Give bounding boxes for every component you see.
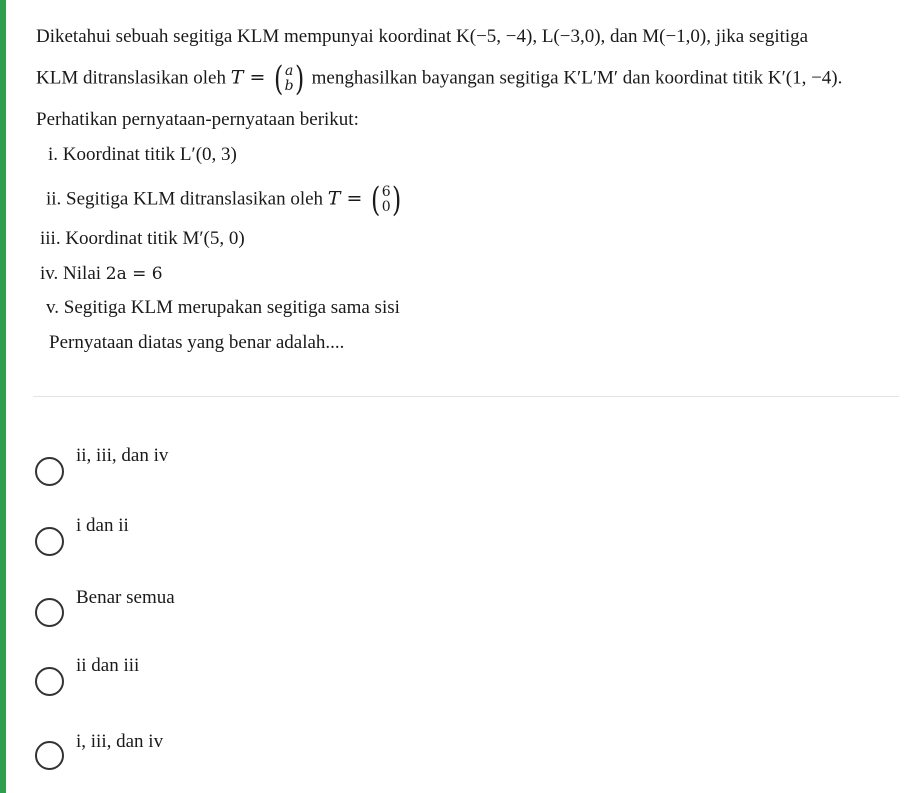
option-label[interactable]: Benar semua [76, 587, 175, 608]
statement-iv [40, 262, 163, 286]
vector-b: b [284, 78, 294, 94]
option-label[interactable]: ii dan iii [76, 655, 140, 676]
radio-button[interactable] [35, 527, 64, 556]
question-line-2 [36, 59, 843, 99]
translation-symbol: T [230, 66, 244, 89]
option-label[interactable]: ii, iii, dan iv [76, 445, 169, 466]
radio-button[interactable] [35, 667, 64, 696]
vector-ii-bottom: 0 [381, 199, 391, 215]
vector-a: a [284, 63, 294, 79]
equals-sign-ii: = [340, 187, 369, 210]
option-label[interactable]: i, iii, dan iv [76, 731, 164, 752]
question-prompt: Pernyataan diatas yang benar adalah.... [49, 332, 345, 353]
statement-ii-text: ii. Segitiga KLM ditranslasikan oleh [46, 188, 328, 210]
statement-ii [46, 180, 404, 220]
statement-iv-text: iv. Nilai [40, 263, 106, 284]
question-line-2-start: KLM ditranslasikan oleh [36, 67, 231, 89]
statement-iv-math: 2a = 6 [105, 264, 163, 284]
divider [33, 396, 899, 397]
statement-v: v. Segitiga KLM merupakan segitiga sama sisi [46, 297, 400, 318]
statement-i: i. Koordinat titik L′(0, 3) [48, 144, 237, 165]
radio-button[interactable] [35, 457, 64, 486]
translation-vector: ( a b ) [274, 59, 304, 99]
question-line-2-end: menghasilkan bayangan segitiga K′L′M′ dan koordinat titik K′(1, −4). [306, 67, 843, 89]
translation-vector-ii: ( 6 0 ) [371, 180, 401, 220]
option-label[interactable]: i dan ii [76, 515, 129, 536]
equals-sign: = [243, 66, 272, 89]
radio-button[interactable] [35, 741, 64, 770]
statements-intro: Perhatikan pernyataan-pernyataan berikut: [36, 109, 359, 130]
vector-ii-top: 6 [381, 184, 391, 200]
statement-iii: iii. Koordinat titik M′(5, 0) [40, 228, 245, 249]
translation-symbol-ii: T [327, 187, 341, 210]
question-line-1: Diketahui sebuah segitiga KLM mempunyai koordinat K(−5, −4), L(−3,0), dan M(−1,0), jika segitiga [36, 26, 809, 47]
radio-button[interactable] [35, 598, 64, 627]
